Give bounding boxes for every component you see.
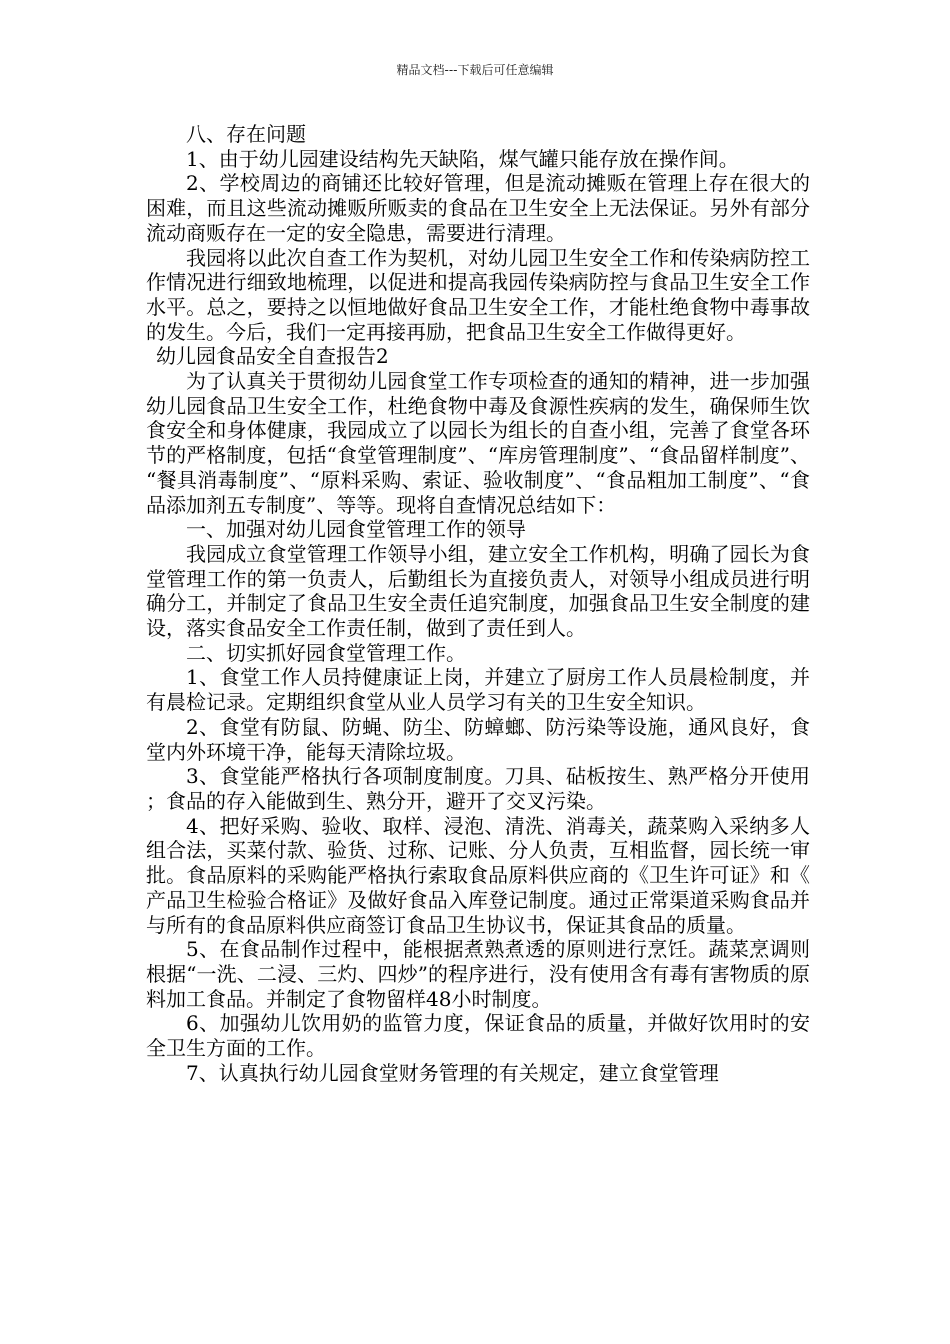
paragraph: 2、食堂有防鼠、防蝇、防尘、防蟑螂、防污染等设施，通风良好，食堂内外环境干净，能每天清除垃圾。 xyxy=(146,714,810,764)
paragraph: 1、食堂工作人员持健康证上岗，并建立了厨房工作人员晨检制度，并有晨检记录。定期组织食堂从业人员学习有关的卫生安全知识。 xyxy=(146,665,810,715)
paragraph: 我园成立食堂管理工作领导小组，建立安全工作机构，明确了园长为食堂管理工作的第一负责人，后勤组长为直接负责人，对领导小组成员进行明确分工，并制定了食品卫生安全责任追究制度，加强食品卫生安全制度的建设，落实食品安全工作责任制，做到了责任到人。 xyxy=(146,541,810,641)
section-heading: 二、切实抓好园食堂管理工作。 xyxy=(186,640,466,665)
paragraph: 5、在食品制作过程中，能根据煮熟煮透的原则进行烹饪。蔬菜烹调则根据“一洗、二浸、三灼、四炒”的程序进行，没有使用含有毒有害物质的原料加工食品。并制定了食物留样48小时制度。 xyxy=(146,937,810,1011)
paragraph: 7、认真执行幼儿园食堂财务管理的有关规定，建立食堂管理 xyxy=(186,1060,719,1085)
paragraph: 2、学校周边的商铺还比较好管理，但是流动摊贩在管理上存在很大的困难，而且这些流动摊贩所贩卖的食品在卫生安全上无法保证。另外有部分流动商贩存在一定的安全隐患，需要进行清理。 xyxy=(146,171,810,245)
paragraph: 1、由于幼儿园建设结构先天缺陷，煤气罐只能存放在操作间。 xyxy=(186,146,739,171)
paragraph: 我园将以此次自查工作为契机，对幼儿园卫生安全工作和传染病防控工作情况进行细致地梳理，以促进和提高我园传染病防控与食品卫生安全工作水平。总之，要持之以恒地做好食品卫生安全工作，才能杜绝食物中毒事故的发生。今后，我们一定再接再励，把食品卫生安全工作做得更好。 xyxy=(146,245,810,344)
page-header: 精品文档---下载后可任意编辑 xyxy=(396,63,554,77)
report-title: 幼儿园食品安全自查报告2 xyxy=(156,344,389,369)
section-heading: 八、存在问题 xyxy=(186,122,306,146)
paragraph: 6、加强幼儿饮用奶的监管力度，保证食品的质量，并做好饮用时的安全卫生方面的工作。 xyxy=(146,1011,810,1061)
paragraph: 3、食堂能严格执行各项制度制度。刀具、砧板按生、熟严格分开使用；食品的存入能做到生、熟分开，避开了交叉污染。 xyxy=(146,764,810,813)
paragraph: 为了认真关于贯彻幼儿园食堂工作专项检查的通知的精神，进一步加强幼儿园食品卫生安全工作，杜绝食物中毒及食源性疾病的发生，确保师生饮食安全和身体健康，我园成立了以园长为组长的自查小组，完善了食堂各环节的严格制度，包括“食堂管理制度”、“库房管理制度”、“食品留样制度”、“餐具消毒制度”、“原料采购、索证、验收制度”、“食品粗加工制度”、“食品添加剂五专制度”、等等。现将自查情况总结如下： xyxy=(146,369,810,517)
document-body xyxy=(146,122,810,1085)
section-heading: 一、加强对幼儿园食堂管理工作的领导 xyxy=(186,517,526,542)
paragraph: 4、把好采购、验收、取样、浸泡、清洗、消毒关，蔬菜购入采纳多人组合法，买菜付款、验货、过称、记账、分人负责，互相监督，园长统一审批。食品原料的采购能严格执行索取食品原料供应商的《卫生许可证》和《产品卫生检验合格证》及做好食品入库登记制度。通过正常渠道采购食品并与所有的食品原料供应商签订食品卫生协议书，保证其食品的质量。 xyxy=(146,813,810,937)
